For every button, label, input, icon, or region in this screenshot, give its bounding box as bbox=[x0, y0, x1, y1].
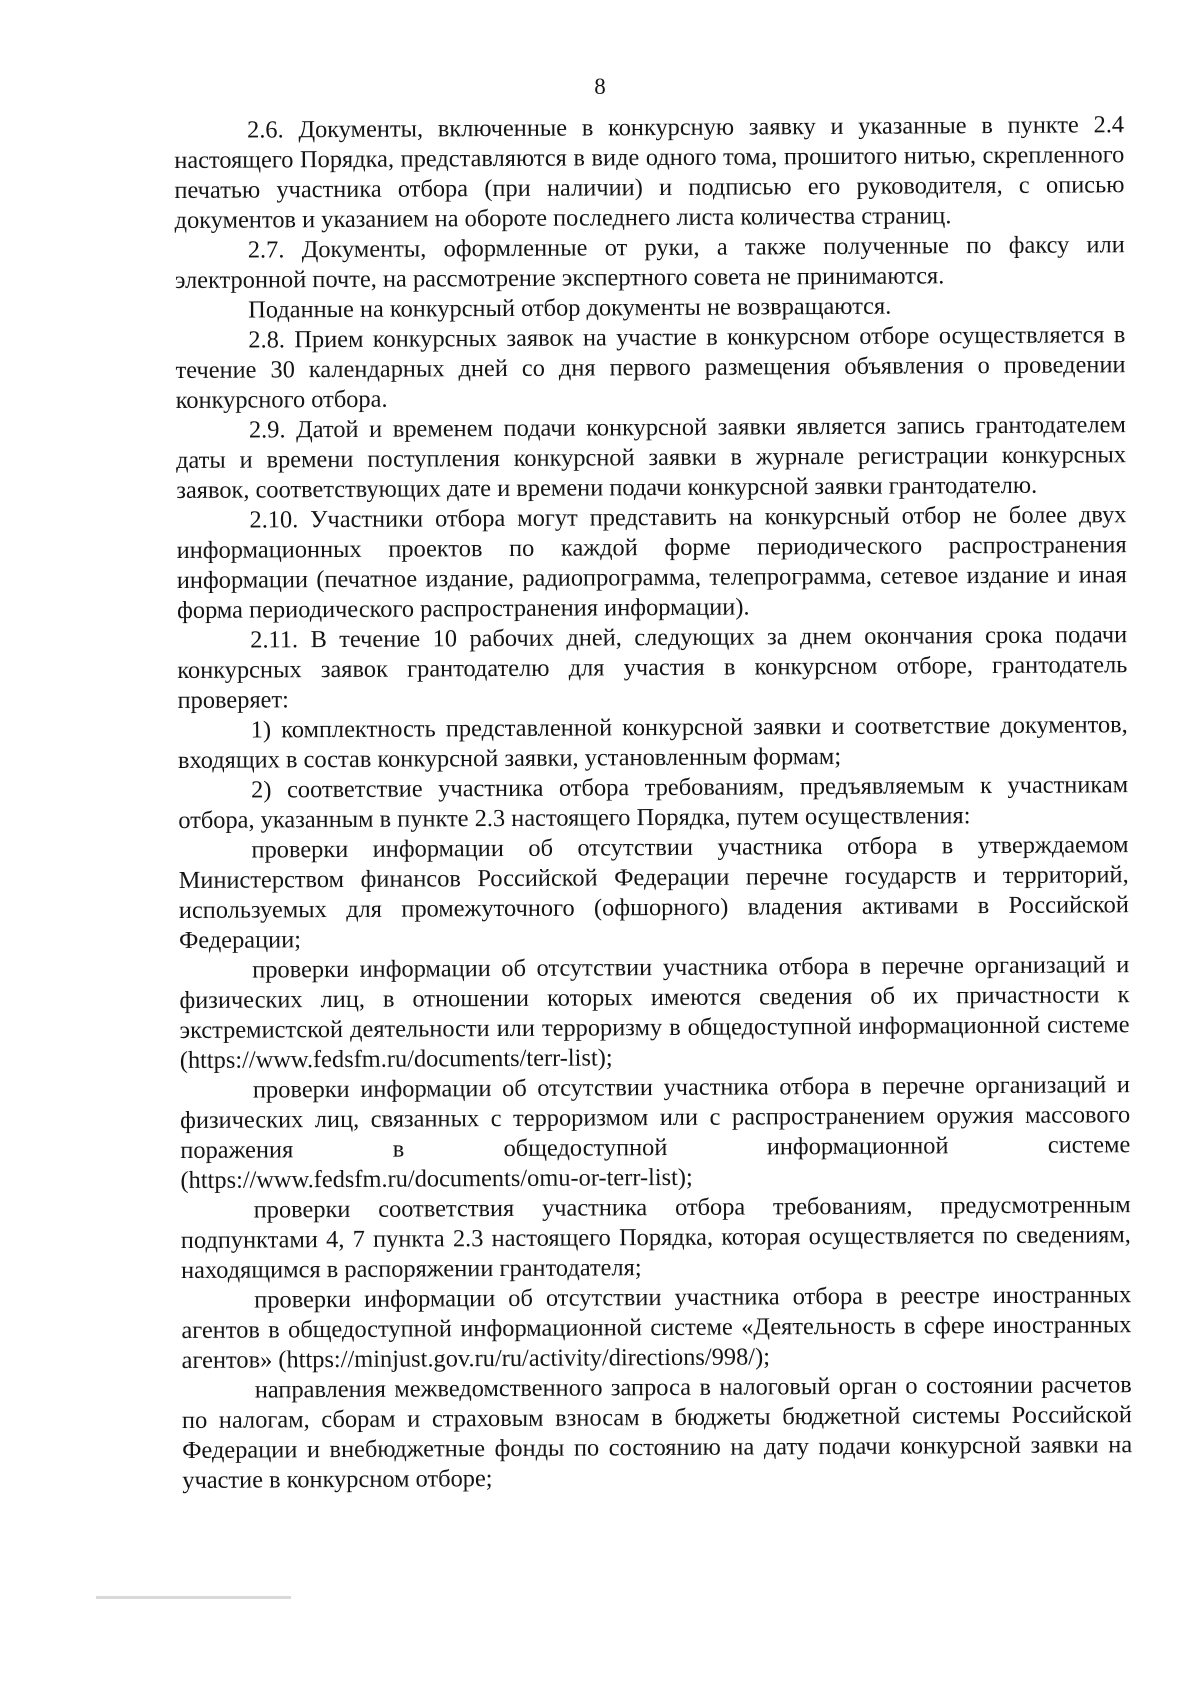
check-offshore-list: проверки информации об отсутствии участника отбора в утверждаемом Министерством финансов Российской Федерации перечне государств и территорий, используемых для промежуточного (офшорного) владения активами в Российской Федерации; bbox=[178, 831, 1129, 954]
paragraph-documents-not-returned: Поданные на конкурсный отбор документы не возвращаются. bbox=[248, 292, 892, 324]
paragraph-2-11: 2.11. В течение 10 рабочих дней, следующих за днем окончания срока подачи конкурсных заявок грантодателю для участия в конкурсном отборе, грантодатель проверяет: bbox=[177, 621, 1128, 714]
list-item-2: 2) соответствие участника отбора требованиям, предъявляемым к участникам отбора, указанным в пункте 2.3 настоящего Порядка, путем осуществления: bbox=[178, 771, 1129, 834]
document-body bbox=[174, 110, 1132, 1496]
paragraph-2-9: 2.9. Датой и временем подачи конкурсной заявки является запись грантодателем даты и времени поступления конкурсной заявки в журнале регистрации конкурсных заявок, соответствующих дате и времени подачи конкурсной заявки грантодателю. bbox=[176, 411, 1127, 504]
scan-stamp-rule bbox=[96, 1596, 291, 1599]
paragraph-2-10: 2.10. Участники отбора могут представить на конкурсный отбор не более двух информационных проектов по каждой форме периодического распространения информации (печатное издание, радиопрограмма, телепрограмма, сетевое издание и иная форма периодического распространения информации). bbox=[176, 501, 1127, 624]
check-terr-list: проверки информации об отсутствии участника отбора в перечне организаций и физических лиц, в отношении которых имеются сведения об их причастности к экстремистской деятельности или терроризму в общедоступной информационной системе (https://www.fedsfm.ru/documents/terr-list); bbox=[179, 951, 1130, 1074]
check-requirements: проверки соответствия участника отбора требованиям, предусмотренным подпунктами 4, 7 пункта 2.3 настоящего Порядка, которая осуществляется по сведениям, находящимся в распоряжении грантодателя; bbox=[180, 1191, 1131, 1284]
paragraph-2-7: 2.7. Документы, оформленные от руки, а также полученные по факсу или электронной почте, на рассмотрение экспертного совета не принимаются. bbox=[174, 231, 1125, 294]
check-foreign-agents: проверки информации об отсутствии участника отбора в реестре иностранных агентов в общедоступной информационной системе «Деятельность в сфере иностранных агентов» (https://minjust.gov.ru/ru/activity/directions/998/); bbox=[181, 1281, 1132, 1374]
interagency-tax-request: направления межведомственного запроса в налоговый орган о состоянии расчетов по налогам, сборам и страховым взносам в бюджеты бюджетной системы Российской Федерации и внебюджетные фонды по состоянию на дату подачи конкурсной заявки на участие в конкурсном отборе; bbox=[181, 1371, 1133, 1494]
page-number: 8 bbox=[594, 74, 606, 99]
check-omu-terr-list: проверки информации об отсутствии участника отбора в перечне организаций и физических лиц, связанных с терроризмом или с распространением оружия массового поражения в общедоступной информационной системе (https://www.fedsfm.ru/documents/omu-or-terr-list); bbox=[180, 1071, 1131, 1194]
paragraph-2-8: 2.8. Прием конкурсных заявок на участие в конкурсном отборе осуществляется в течение 30 календарных дней со дня первого размещения объявления о проведении конкурсного отбора. bbox=[175, 321, 1126, 414]
scan-stamp-mark bbox=[96, 1596, 306, 1676]
paragraph-2-6: 2.6. Документы, включенные в конкурсную заявку и указанные в пункте 2.4 настоящего Порядка, представляются в виде одного тома, прошитого нитью, скрепленного печатью участника отбора (при наличии) и подписью его руководителя, с описью документов и указанием на обороте последнего листа количества страниц. bbox=[174, 111, 1125, 234]
list-item-1: 1) комплектность представленной конкурсной заявки и соответствие документов, входящих в состав конкурсной заявки, установленным формам; bbox=[177, 711, 1128, 774]
